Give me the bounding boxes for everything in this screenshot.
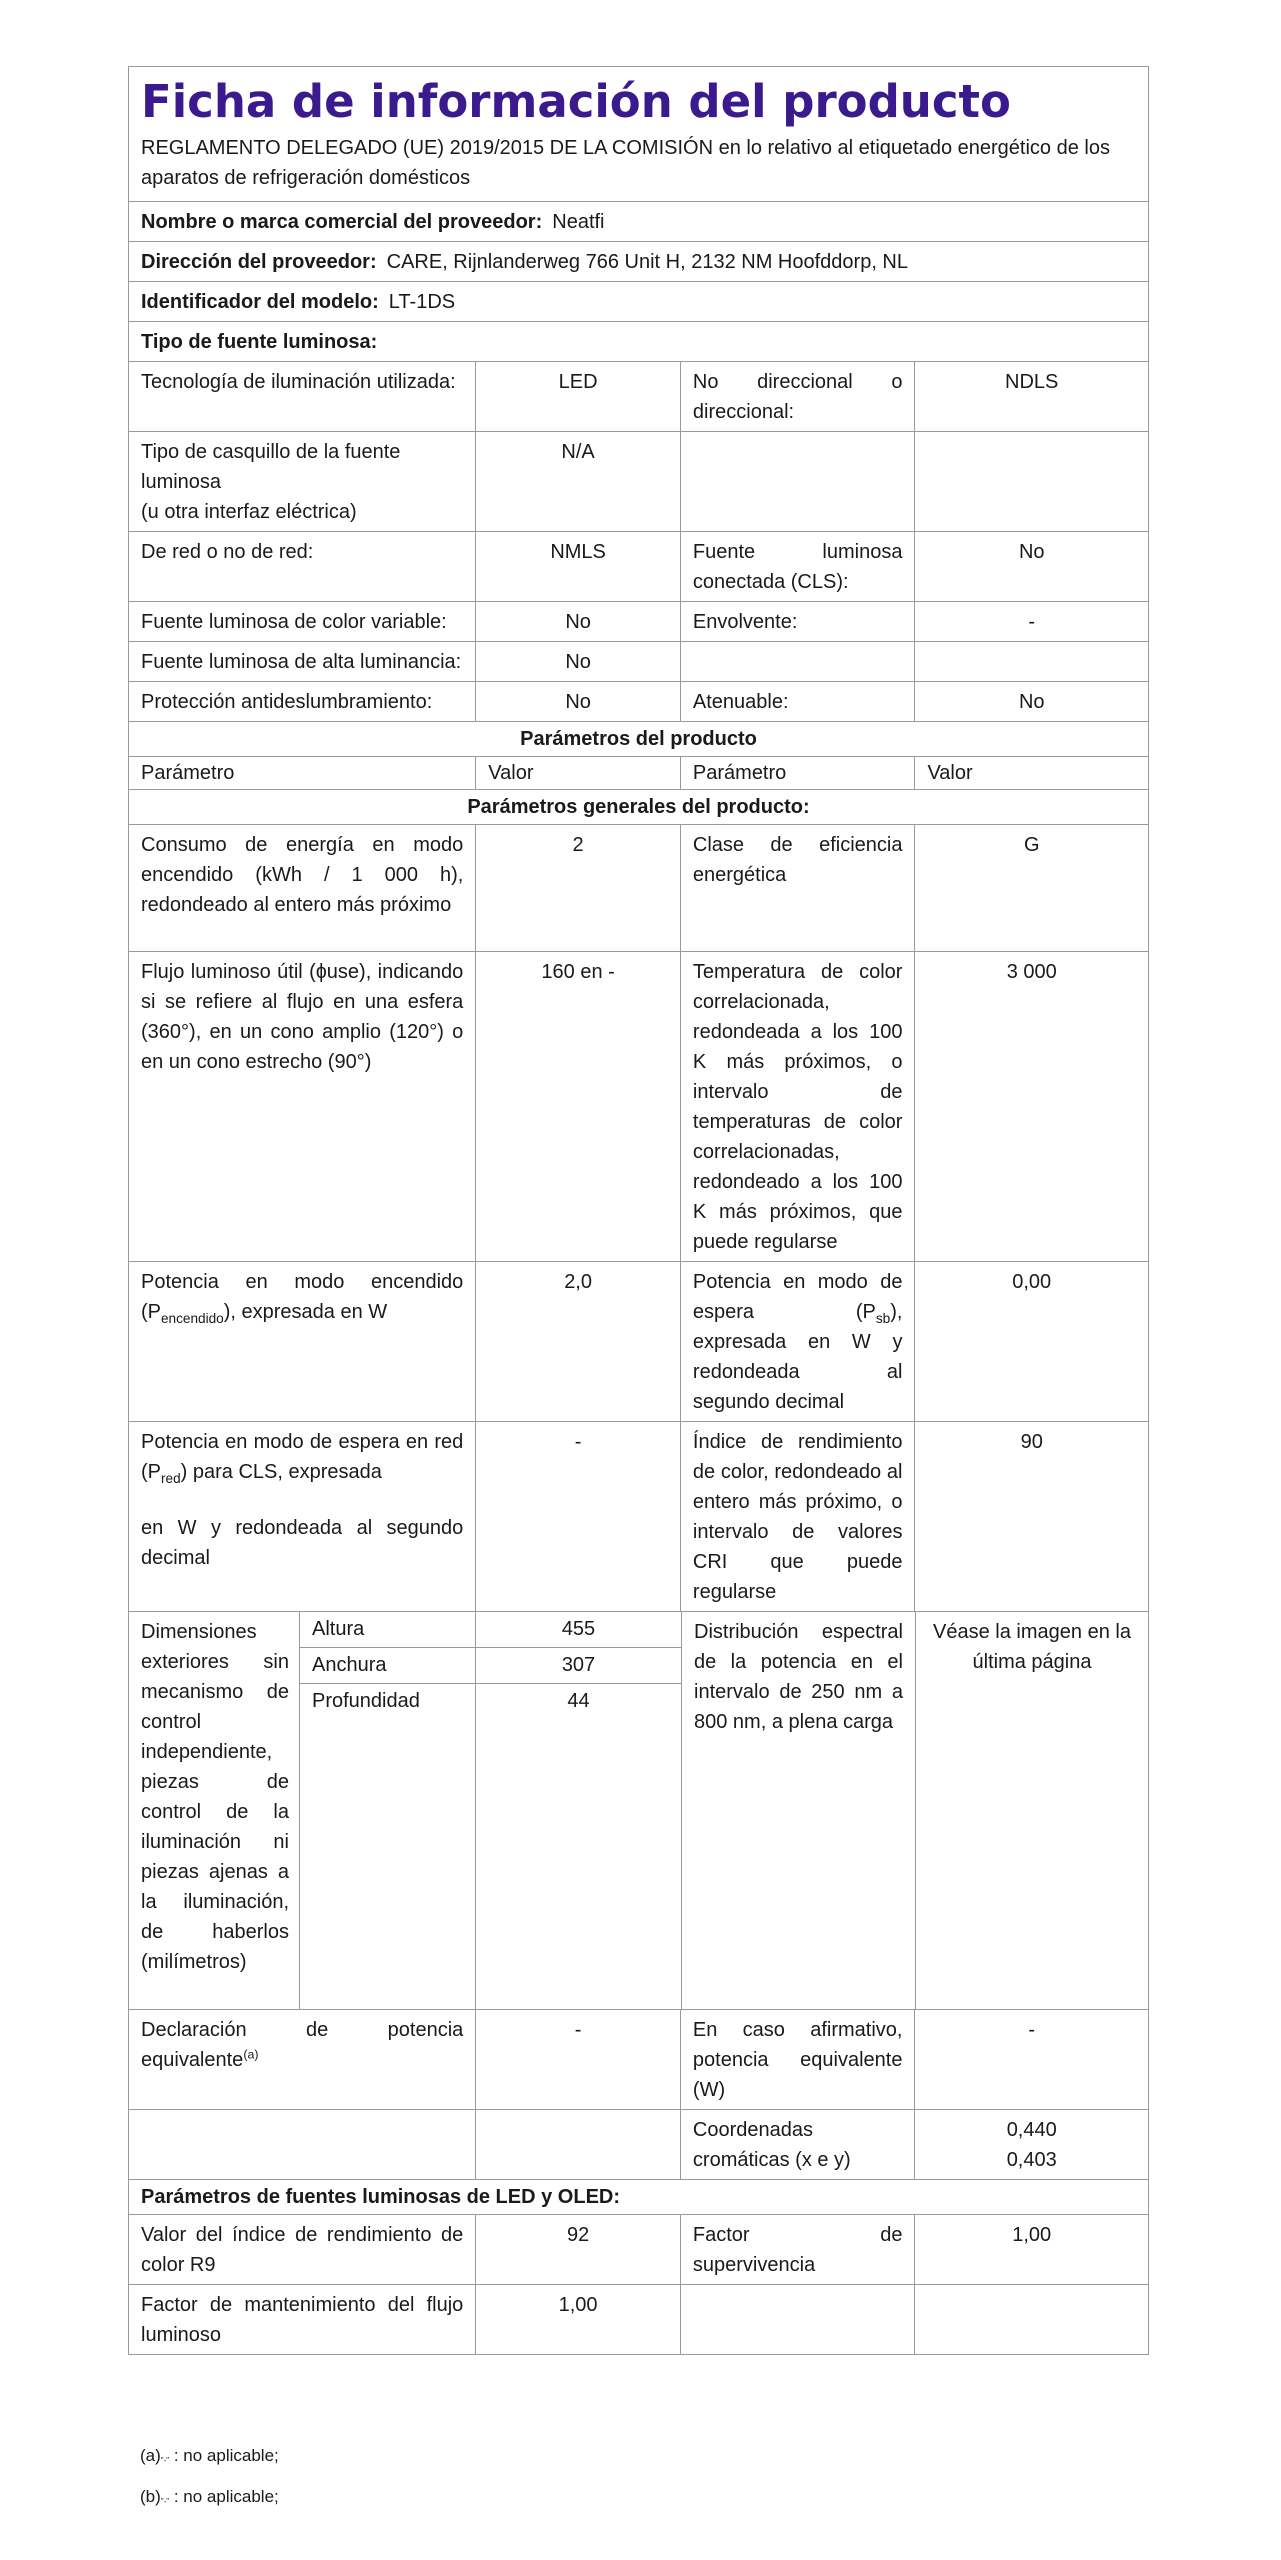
param-value: No xyxy=(476,642,681,681)
param-value: 2 xyxy=(476,825,681,951)
address-cell xyxy=(129,242,1148,281)
dimensions-label: Dimensiones exteriores sin mecanismo de control independiente, piezas de control de la iluminación ni piezas ajenas a la iluminación, de haberlos (milímetros) xyxy=(129,1612,300,2009)
footnote-text: : no aplicable; xyxy=(169,2487,279,2506)
column-header-param: Parámetro xyxy=(129,757,476,789)
param-value: 92 xyxy=(476,2215,681,2284)
model-value: LT-1DS xyxy=(388,291,456,313)
param-value: No xyxy=(1018,541,1045,563)
column-header-value: Valor xyxy=(476,757,681,789)
supplier-label: Nombre o marca comercial del proveedor: xyxy=(141,211,543,233)
param-label-cell xyxy=(129,432,476,531)
param-value xyxy=(915,432,1148,531)
empty-cell xyxy=(476,2110,681,2179)
label-text: Potencia en modo encendido (P xyxy=(141,1271,464,1323)
address-row xyxy=(129,242,1148,282)
footnote-text: : no aplicable; xyxy=(169,2446,279,2465)
param-label: Índice de rendimiento de color, redondeado al entero más próximo, o intervalo de valores CRI que puede regularse xyxy=(681,1422,916,1611)
param-label: Valor del índice de rendimiento de color R9 xyxy=(129,2215,476,2284)
dimension-row xyxy=(300,1648,681,1684)
table-row xyxy=(129,432,1148,532)
param-label: Consumo de energía en modo encendido (kWh / 1 000 h), redondeado al entero más próximo xyxy=(129,825,476,951)
param-value: 90 xyxy=(1020,1431,1043,1453)
chroma-x-value: 0,440 xyxy=(1006,2119,1057,2141)
dimensions-values xyxy=(300,1612,681,2009)
footnote-mark: (a) xyxy=(140,2446,161,2465)
param-label: Distribución espectral de la potencia en el intervalo de 250 nm a 800 nm, a plena carga xyxy=(682,1612,916,2009)
model-cell xyxy=(129,282,1148,321)
param-value: 1,00 xyxy=(476,2285,681,2354)
param-label: Factor de mantenimiento del flujo luminoso xyxy=(129,2285,476,2354)
table-row xyxy=(129,2285,1148,2354)
label-text: Potencia en modo de espera en red (P xyxy=(141,1431,464,1483)
table-row xyxy=(129,2215,1148,2285)
address-label: Dirección del proveedor: xyxy=(141,251,377,273)
param-value: G xyxy=(1023,834,1040,856)
title-row xyxy=(129,67,1148,202)
param-label: No direccional o direccional: xyxy=(681,362,916,431)
table-row xyxy=(129,642,1148,682)
param-label xyxy=(129,1262,476,1421)
label-subscript: encendido xyxy=(161,1310,224,1326)
footnote xyxy=(140,2479,279,2520)
label-text: ), expresada en W xyxy=(223,1301,388,1323)
param-value: 1,00 xyxy=(1012,2224,1052,2246)
param-label: Factor de supervivencia xyxy=(681,2215,916,2284)
param-value: No xyxy=(476,602,681,641)
dimensions-row xyxy=(129,1612,1148,2010)
param-label: Fuente luminosa de alta luminancia: xyxy=(129,642,476,681)
table-row xyxy=(129,362,1148,432)
param-label: Fuente luminosa de color variable: xyxy=(129,602,476,641)
param-label xyxy=(681,642,916,681)
supplier-row xyxy=(129,202,1148,242)
param-label: Protección antideslumbramiento: xyxy=(129,682,476,721)
label-text: Potencia en modo de espera (P xyxy=(692,1271,903,1323)
table-row xyxy=(129,2010,1148,2110)
param-label: Atenuable: xyxy=(681,682,916,721)
model-label: Identificador del modelo: xyxy=(141,291,379,313)
param-value: - xyxy=(476,1422,681,1611)
param-value: 2,0 xyxy=(476,1262,681,1421)
param-label xyxy=(129,2010,476,2109)
param-value: Véase la imagen en la última página xyxy=(933,1621,1131,1673)
light-source-type-heading-row xyxy=(129,322,1148,362)
param-label: Clase de eficiencia energética xyxy=(681,825,916,951)
dimension-name: Altura xyxy=(300,1612,476,1647)
empty-cell xyxy=(915,2285,1148,2354)
product-information-sheet xyxy=(128,66,1149,2355)
label-text: Declaración de potencia equivalente xyxy=(141,2019,464,2071)
dimensions-group xyxy=(129,1612,682,2009)
param-value: N/A xyxy=(476,432,681,531)
param-label: Envolvente: xyxy=(681,602,916,641)
footnote-symbol: "-" xyxy=(160,2456,170,2465)
param-label: De red o no de red: xyxy=(129,532,476,601)
param-label: Temperatura de color correlacionada, redondeada a los 100 K más próximos, o intervalo de temperaturas de color correlacionadas, redondeado a los 100 K más próximos, que puede regularse xyxy=(681,952,916,1261)
page-title: Ficha de información del producto xyxy=(141,75,1011,128)
dimension-row xyxy=(300,1684,681,2009)
table-row xyxy=(129,825,1148,952)
param-value-cell xyxy=(915,2110,1148,2179)
param-value: 0,00 xyxy=(1012,1271,1052,1293)
product-params-heading-row xyxy=(129,722,1148,757)
param-value: No xyxy=(1018,691,1045,713)
general-params-heading-row xyxy=(129,790,1148,825)
address-value: CARE, Rijnlanderweg 766 Unit H, 2132 NM Hoofddorp, NL xyxy=(386,251,908,273)
column-header-row xyxy=(129,757,1148,790)
param-value: 160 en - xyxy=(476,952,681,1261)
label-text: en W y redondeada al segundo decimal xyxy=(141,1517,464,1569)
label-subscript: red xyxy=(161,1470,181,1486)
param-value: No xyxy=(476,682,681,721)
regulation-text: REGLAMENTO DELEGADO (UE) 2019/2015 DE LA COMISIÓN en lo relativo al etiquetado energético de los aparatos de refrigeración domésticos xyxy=(141,137,1110,189)
param-label-note: (u otra interfaz eléctrica) xyxy=(141,501,357,523)
table-row xyxy=(129,1422,1148,1612)
general-params-heading: Parámetros generales del producto: xyxy=(467,796,810,818)
footnote-ref: (a) xyxy=(243,2047,259,2062)
footnote-mark: (b) xyxy=(140,2487,161,2506)
table-row xyxy=(129,952,1148,1262)
supplier-cell xyxy=(129,202,1148,241)
dimension-name: Profundidad xyxy=(300,1684,476,2009)
table-row xyxy=(129,682,1148,722)
param-label: En caso afirmativo, potencia equivalente (W) xyxy=(681,2010,916,2109)
label-text: ), expresada en W y redondeada al segundo decimal xyxy=(692,1301,903,1413)
param-label xyxy=(681,432,916,531)
supplier-value: Neatfi xyxy=(552,211,605,233)
chroma-y-value: 0,403 xyxy=(1006,2149,1057,2171)
dimension-name: Anchura xyxy=(300,1648,476,1683)
product-params-heading: Parámetros del producto xyxy=(520,728,757,750)
dimension-value: 44 xyxy=(567,1690,590,1712)
param-label: Tipo de casquillo de la fuente luminosa xyxy=(141,441,401,493)
param-value: NDLS xyxy=(1005,371,1059,393)
table-row xyxy=(129,1262,1148,1422)
label-subscript: sb xyxy=(875,1310,891,1326)
empty-cell xyxy=(129,2110,476,2179)
param-label: Flujo luminoso útil (ɸuse), indicando si se refiere al flujo en una esfera (360°), en un cono amplio (120°) o en un cono estrecho (90°) xyxy=(129,952,476,1261)
model-row xyxy=(129,282,1148,322)
param-value: - xyxy=(1028,2019,1036,2041)
param-value: 3 000 xyxy=(1006,961,1057,983)
param-value: - xyxy=(1028,611,1036,633)
param-label: Tecnología de iluminación utilizada: xyxy=(129,362,476,431)
param-label xyxy=(129,1422,476,1611)
footnotes xyxy=(140,2438,279,2520)
table-row xyxy=(129,2110,1148,2180)
label-text: ) para CLS, expresada xyxy=(180,1461,382,1483)
param-label: Coordenadas cromáticas (x e y) xyxy=(681,2110,916,2179)
param-value: LED xyxy=(476,362,681,431)
footnote xyxy=(140,2438,279,2479)
dimension-value: 307 xyxy=(561,1654,596,1676)
dimension-value: 455 xyxy=(561,1618,596,1640)
led-params-heading: Parámetros de fuentes luminosas de LED y OLED: xyxy=(141,2186,621,2208)
table-row xyxy=(129,602,1148,642)
param-label: Fuente luminosa conectada (CLS): xyxy=(681,532,916,601)
dimension-row xyxy=(300,1612,681,1648)
param-label xyxy=(681,1262,916,1421)
footnote-symbol: "-" xyxy=(160,2497,170,2506)
param-value: - xyxy=(476,2010,681,2109)
led-params-heading-row xyxy=(129,2180,1148,2215)
column-header-param: Parámetro xyxy=(681,757,916,789)
title-block xyxy=(129,67,1148,201)
table-row xyxy=(129,532,1148,602)
param-value: NMLS xyxy=(476,532,681,601)
column-header-value: Valor xyxy=(927,762,973,784)
light-source-type-heading: Tipo de fuente luminosa: xyxy=(141,331,378,353)
param-value xyxy=(915,642,1148,681)
empty-cell xyxy=(681,2285,916,2354)
